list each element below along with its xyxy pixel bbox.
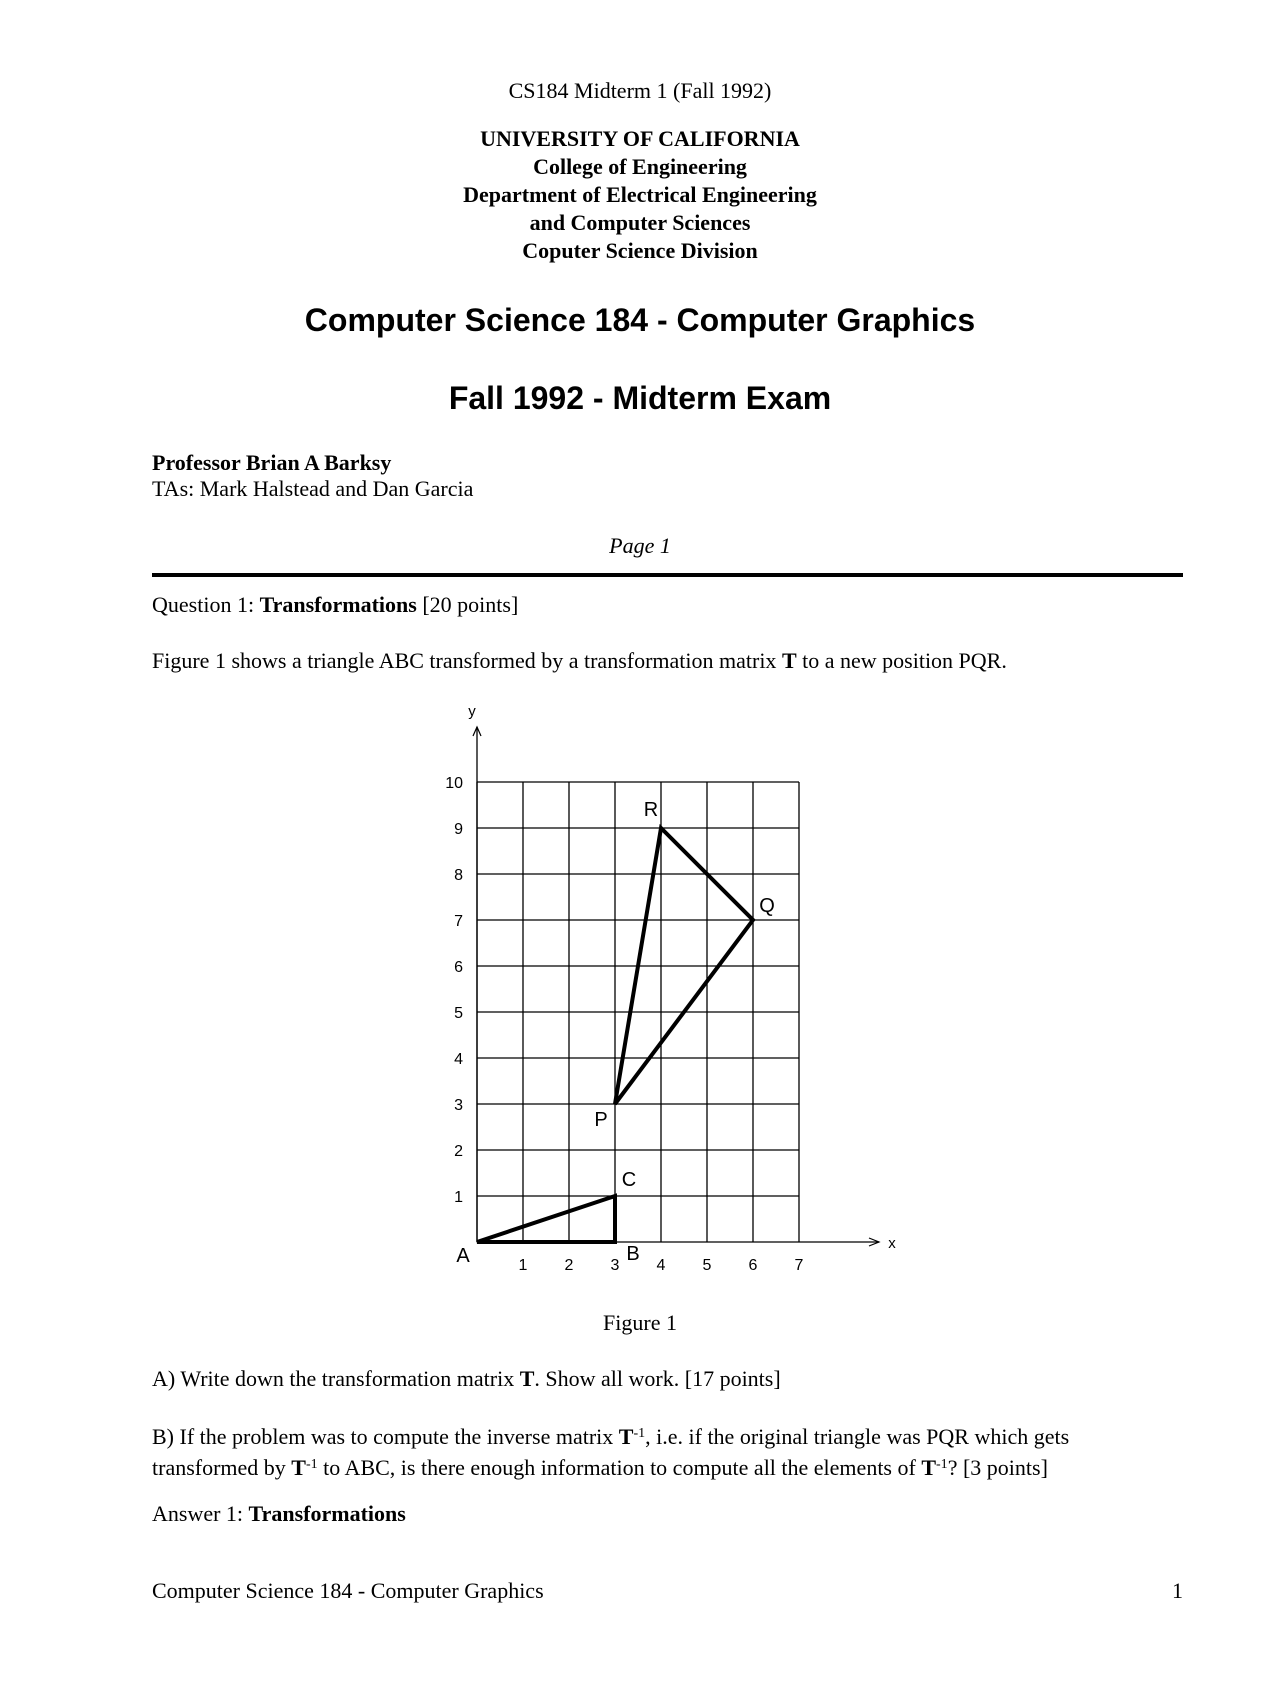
matrix-symbol: T <box>519 1366 535 1391</box>
tick-labels <box>445 703 896 1274</box>
part-b-text-3: transformed by <box>152 1455 292 1480</box>
x-tick-label: 5 <box>702 1257 712 1274</box>
figure-1-graph <box>420 695 900 1295</box>
y-tick-label: 5 <box>454 1005 463 1022</box>
part-b <box>152 1420 1192 1482</box>
institution-block <box>0 125 1280 265</box>
x-tick-label: 6 <box>748 1257 758 1274</box>
institution-line-5: Coputer Science Division <box>522 238 758 263</box>
axes <box>473 727 879 1246</box>
vertex-label-c: C <box>621 1169 637 1191</box>
page-label: Page 1 <box>609 533 671 558</box>
y-tick-label: 9 <box>454 821 463 838</box>
inverse-superscript: -1 <box>936 1457 948 1472</box>
vertex-label-b: B <box>626 1243 640 1265</box>
y-tick-label: 7 <box>454 913 463 930</box>
institution-line-4: and Computer Sciences <box>529 210 751 235</box>
part-a <box>152 1366 781 1392</box>
y-tick-label: 6 <box>454 959 463 976</box>
inverse-superscript: -1 <box>305 1457 318 1472</box>
answer-heading <box>152 1501 406 1527</box>
question-topic: Transformations <box>259 592 417 617</box>
matrix-symbol: T <box>291 1455 306 1480</box>
y-tick-label: 10 <box>445 775 463 792</box>
y-axis-label: y <box>468 703 476 720</box>
x-tick-label: 1 <box>518 1257 528 1274</box>
matrix-symbol: T <box>921 1455 937 1480</box>
figure-caption: Figure 1 <box>603 1310 677 1335</box>
institution-line-1: UNIVERSITY OF CALIFORNIA <box>480 126 800 151</box>
part-b-text-5: ? [3 points] <box>947 1455 1048 1480</box>
y-tick-label: 4 <box>454 1051 463 1068</box>
part-a-text-2: . Show all work. [17 points] <box>534 1366 781 1391</box>
triangle-abc <box>477 1196 615 1242</box>
exam-title: Fall 1992 - Midterm Exam <box>448 380 832 416</box>
vertex-label-p: P <box>594 1109 608 1131</box>
y-tick-label: 3 <box>454 1097 463 1114</box>
part-b-text-1: B) If the problem was to compute the inverse matrix <box>152 1424 619 1449</box>
ta-names: TAs: Mark Halstead and Dan Garcia <box>152 476 474 501</box>
exam-header-line: CS184 Midterm 1 (Fall 1992) <box>508 78 772 103</box>
y-tick-label: 1 <box>454 1189 463 1206</box>
question-heading <box>152 592 518 618</box>
part-b-line-1 <box>152 1420 1192 1451</box>
question-intro-text-1: Figure 1 shows a triangle ABC transformed by a transformation matrix <box>152 648 782 673</box>
vertex-label-a: A <box>456 1245 470 1267</box>
question-points: [20 points] <box>416 592 519 617</box>
matrix-symbol: T <box>781 648 797 673</box>
y-tick-label: 2 <box>454 1143 463 1160</box>
inverse-superscript: -1 <box>633 1426 646 1441</box>
footer-course: Computer Science 184 - Computer Graphics <box>152 1578 544 1603</box>
part-a-text-1: A) Write down the transformation matrix <box>152 1366 520 1391</box>
question-intro-text-2: to a new position PQR. <box>796 648 1007 673</box>
part-b-text-4: to ABC, is there enough information to compute all the elements of <box>317 1455 922 1480</box>
x-tick-label: 7 <box>794 1257 804 1274</box>
grid <box>477 782 799 1242</box>
x-tick-label: 3 <box>610 1257 620 1274</box>
part-b-line-2 <box>152 1451 1192 1482</box>
course-title: Computer Science 184 - Computer Graphics <box>304 302 976 338</box>
vertex-label-q: Q <box>759 895 775 917</box>
question-prefix: Question 1: <box>152 592 260 617</box>
x-tick-label: 2 <box>564 1257 574 1274</box>
answer-topic: Transformations <box>248 1501 406 1526</box>
horizontal-rule <box>152 573 1183 577</box>
institution-line-2: College of Engineering <box>533 154 747 179</box>
answer-prefix: Answer 1: <box>152 1501 249 1526</box>
x-tick-label: 4 <box>656 1257 666 1274</box>
matrix-symbol: T <box>618 1424 634 1449</box>
footer-page-number: 1 <box>1172 1578 1183 1603</box>
professor-name: Professor Brian A Barksy <box>152 450 392 475</box>
institution-line-3: Department of Electrical Engineering <box>463 182 817 207</box>
vertex-label-r: R <box>643 799 659 821</box>
y-tick-label: 8 <box>454 867 463 884</box>
question-intro <box>152 648 1007 674</box>
x-axis-label: x <box>888 1235 896 1252</box>
part-b-text-2: , i.e. if the original triangle was PQR which gets <box>645 1424 1070 1449</box>
